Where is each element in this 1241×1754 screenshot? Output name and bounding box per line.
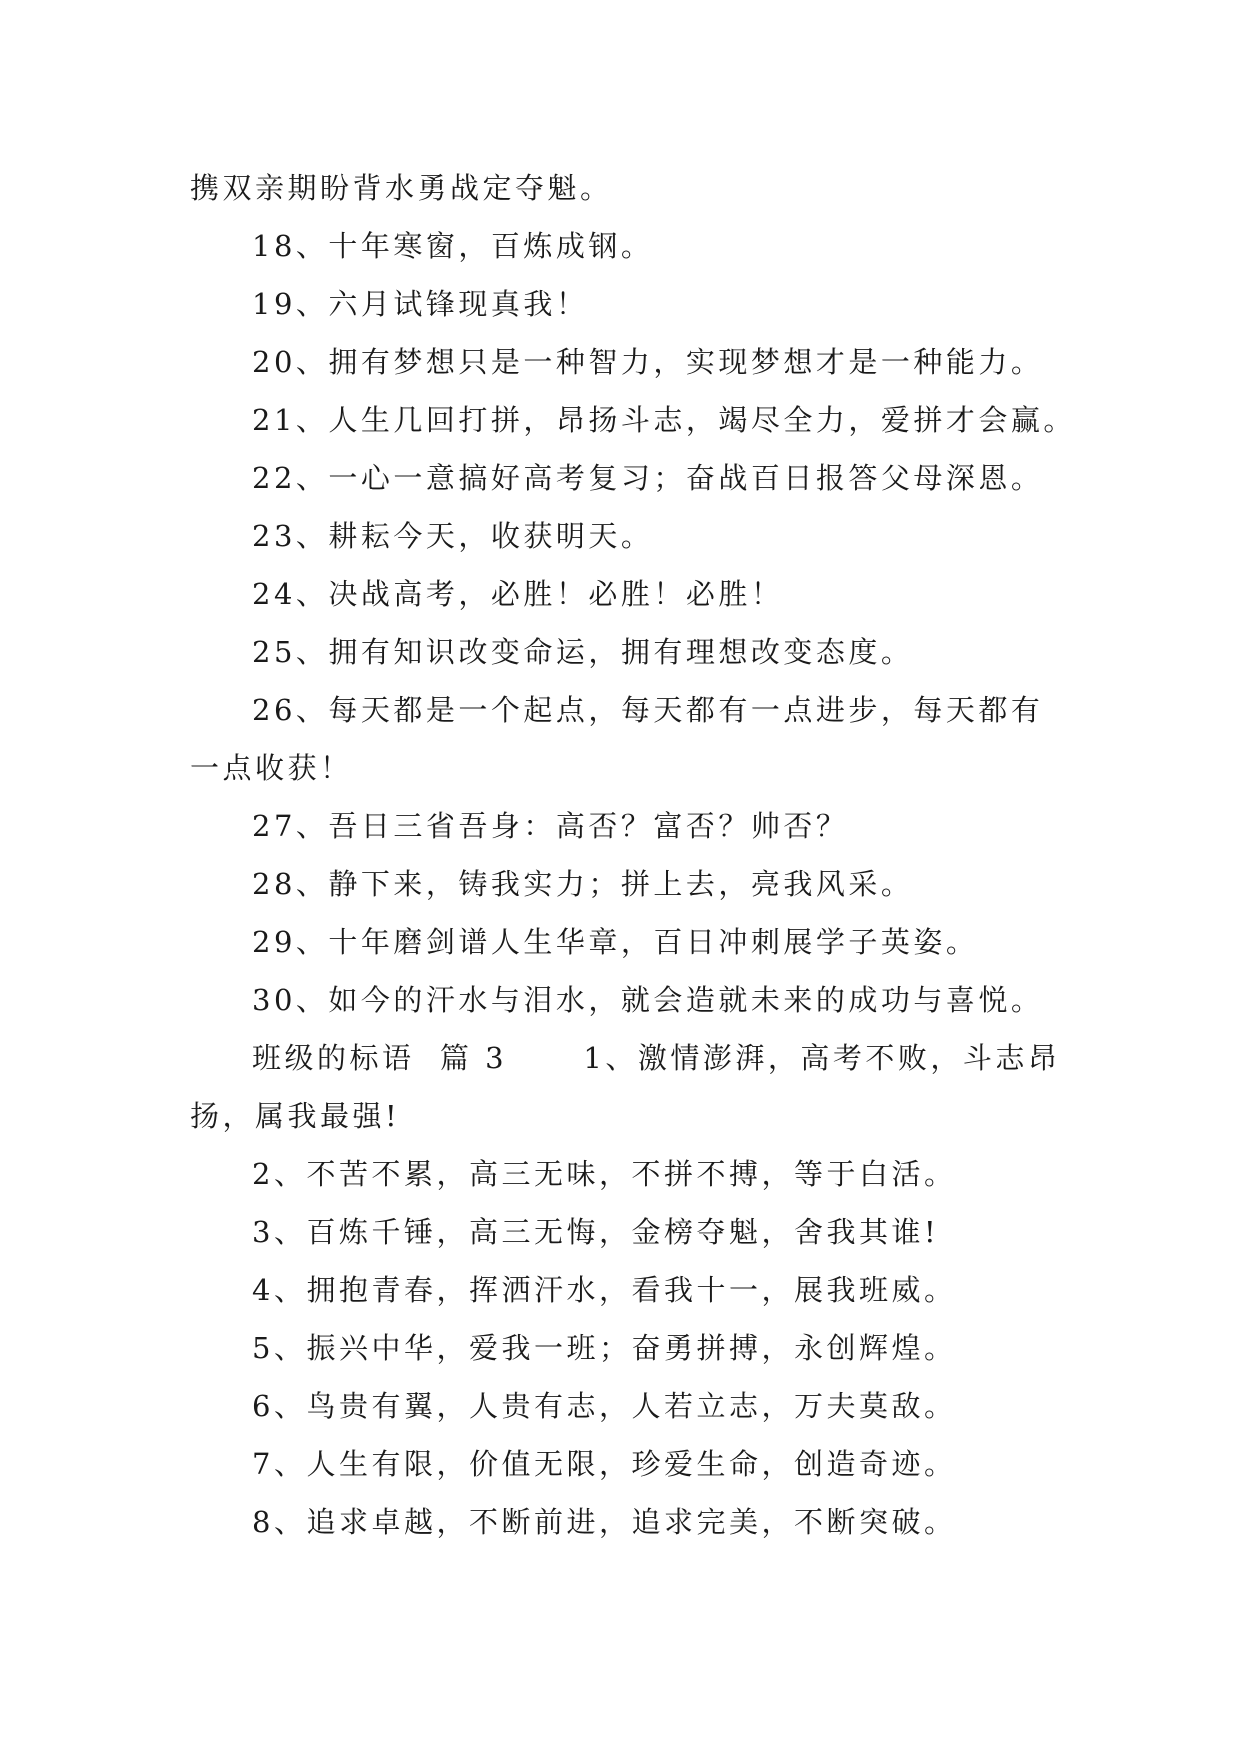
text-line-6: 22、一心一意搞好高考复习；奋战百日报答父母深恩。	[252, 461, 1044, 495]
text-line-19: 3、百炼千锤，高三无悔，金榜夺魁，舍我其谁!	[252, 1215, 940, 1249]
text-line-8: 24、决战高考，必胜！必胜！必胜！	[252, 577, 784, 611]
text-line-14: 29、十年磨剑谱人生华章，百日冲刺展学子英姿。	[252, 925, 979, 959]
text-line-24: 8、追求卓越，不断前进，追求完美，不断突破。	[252, 1505, 957, 1539]
text-line-16: 班级的标语 篇 3 1、激情澎湃，高考不败，斗志昂	[252, 1041, 1061, 1075]
text-line-9: 25、拥有知识改变命运，拥有理想改变态度。	[252, 635, 914, 669]
text-line-4: 20、拥有梦想只是一种智力，实现梦想才是一种能力。	[252, 345, 1044, 379]
text-line-17: 扬，属我最强!	[190, 1099, 401, 1133]
text-line-15: 30、如今的汗水与泪水，就会造就未来的成功与喜悦。	[252, 983, 1044, 1017]
text-line-5: 21、人生几回打拼，昂扬斗志，竭尽全力，爱拼才会赢。	[252, 403, 1076, 437]
text-line-12: 27、吾日三省吾身：高否？富否？帅否？	[252, 809, 849, 843]
text-line-2: 18、十年寒窗，百炼成钢。	[252, 229, 654, 263]
text-line-18: 2、不苦不累，高三无味，不拼不搏，等于白活。	[252, 1157, 957, 1191]
text-line-23: 7、人生有限，价值无限，珍爱生命，创造奇迹。	[252, 1447, 957, 1481]
text-line-20: 4、拥抱青春，挥洒汗水，看我十一，展我班威。	[252, 1273, 957, 1307]
text-line-22: 6、鸟贵有翼，人贵有志，人若立志，万夫莫敌。	[252, 1389, 957, 1423]
text-line-3: 19、六月试锋现真我！	[252, 287, 589, 321]
text-line-21: 5、振兴中华，爱我一班；奋勇拼搏，永创辉煌。	[252, 1331, 957, 1365]
text-line-13: 28、静下来，铸我实力；拼上去，亮我风采。	[252, 867, 914, 901]
text-line-7: 23、耕耘今天，收获明天。	[252, 519, 654, 553]
text-line-1: 携双亲期盼背水勇战定夺魁。	[190, 171, 613, 205]
text-line-10: 26、每天都是一个起点，每天都有一点进步，每天都有	[252, 693, 1044, 727]
text-line-11: 一点收获！	[190, 751, 353, 785]
